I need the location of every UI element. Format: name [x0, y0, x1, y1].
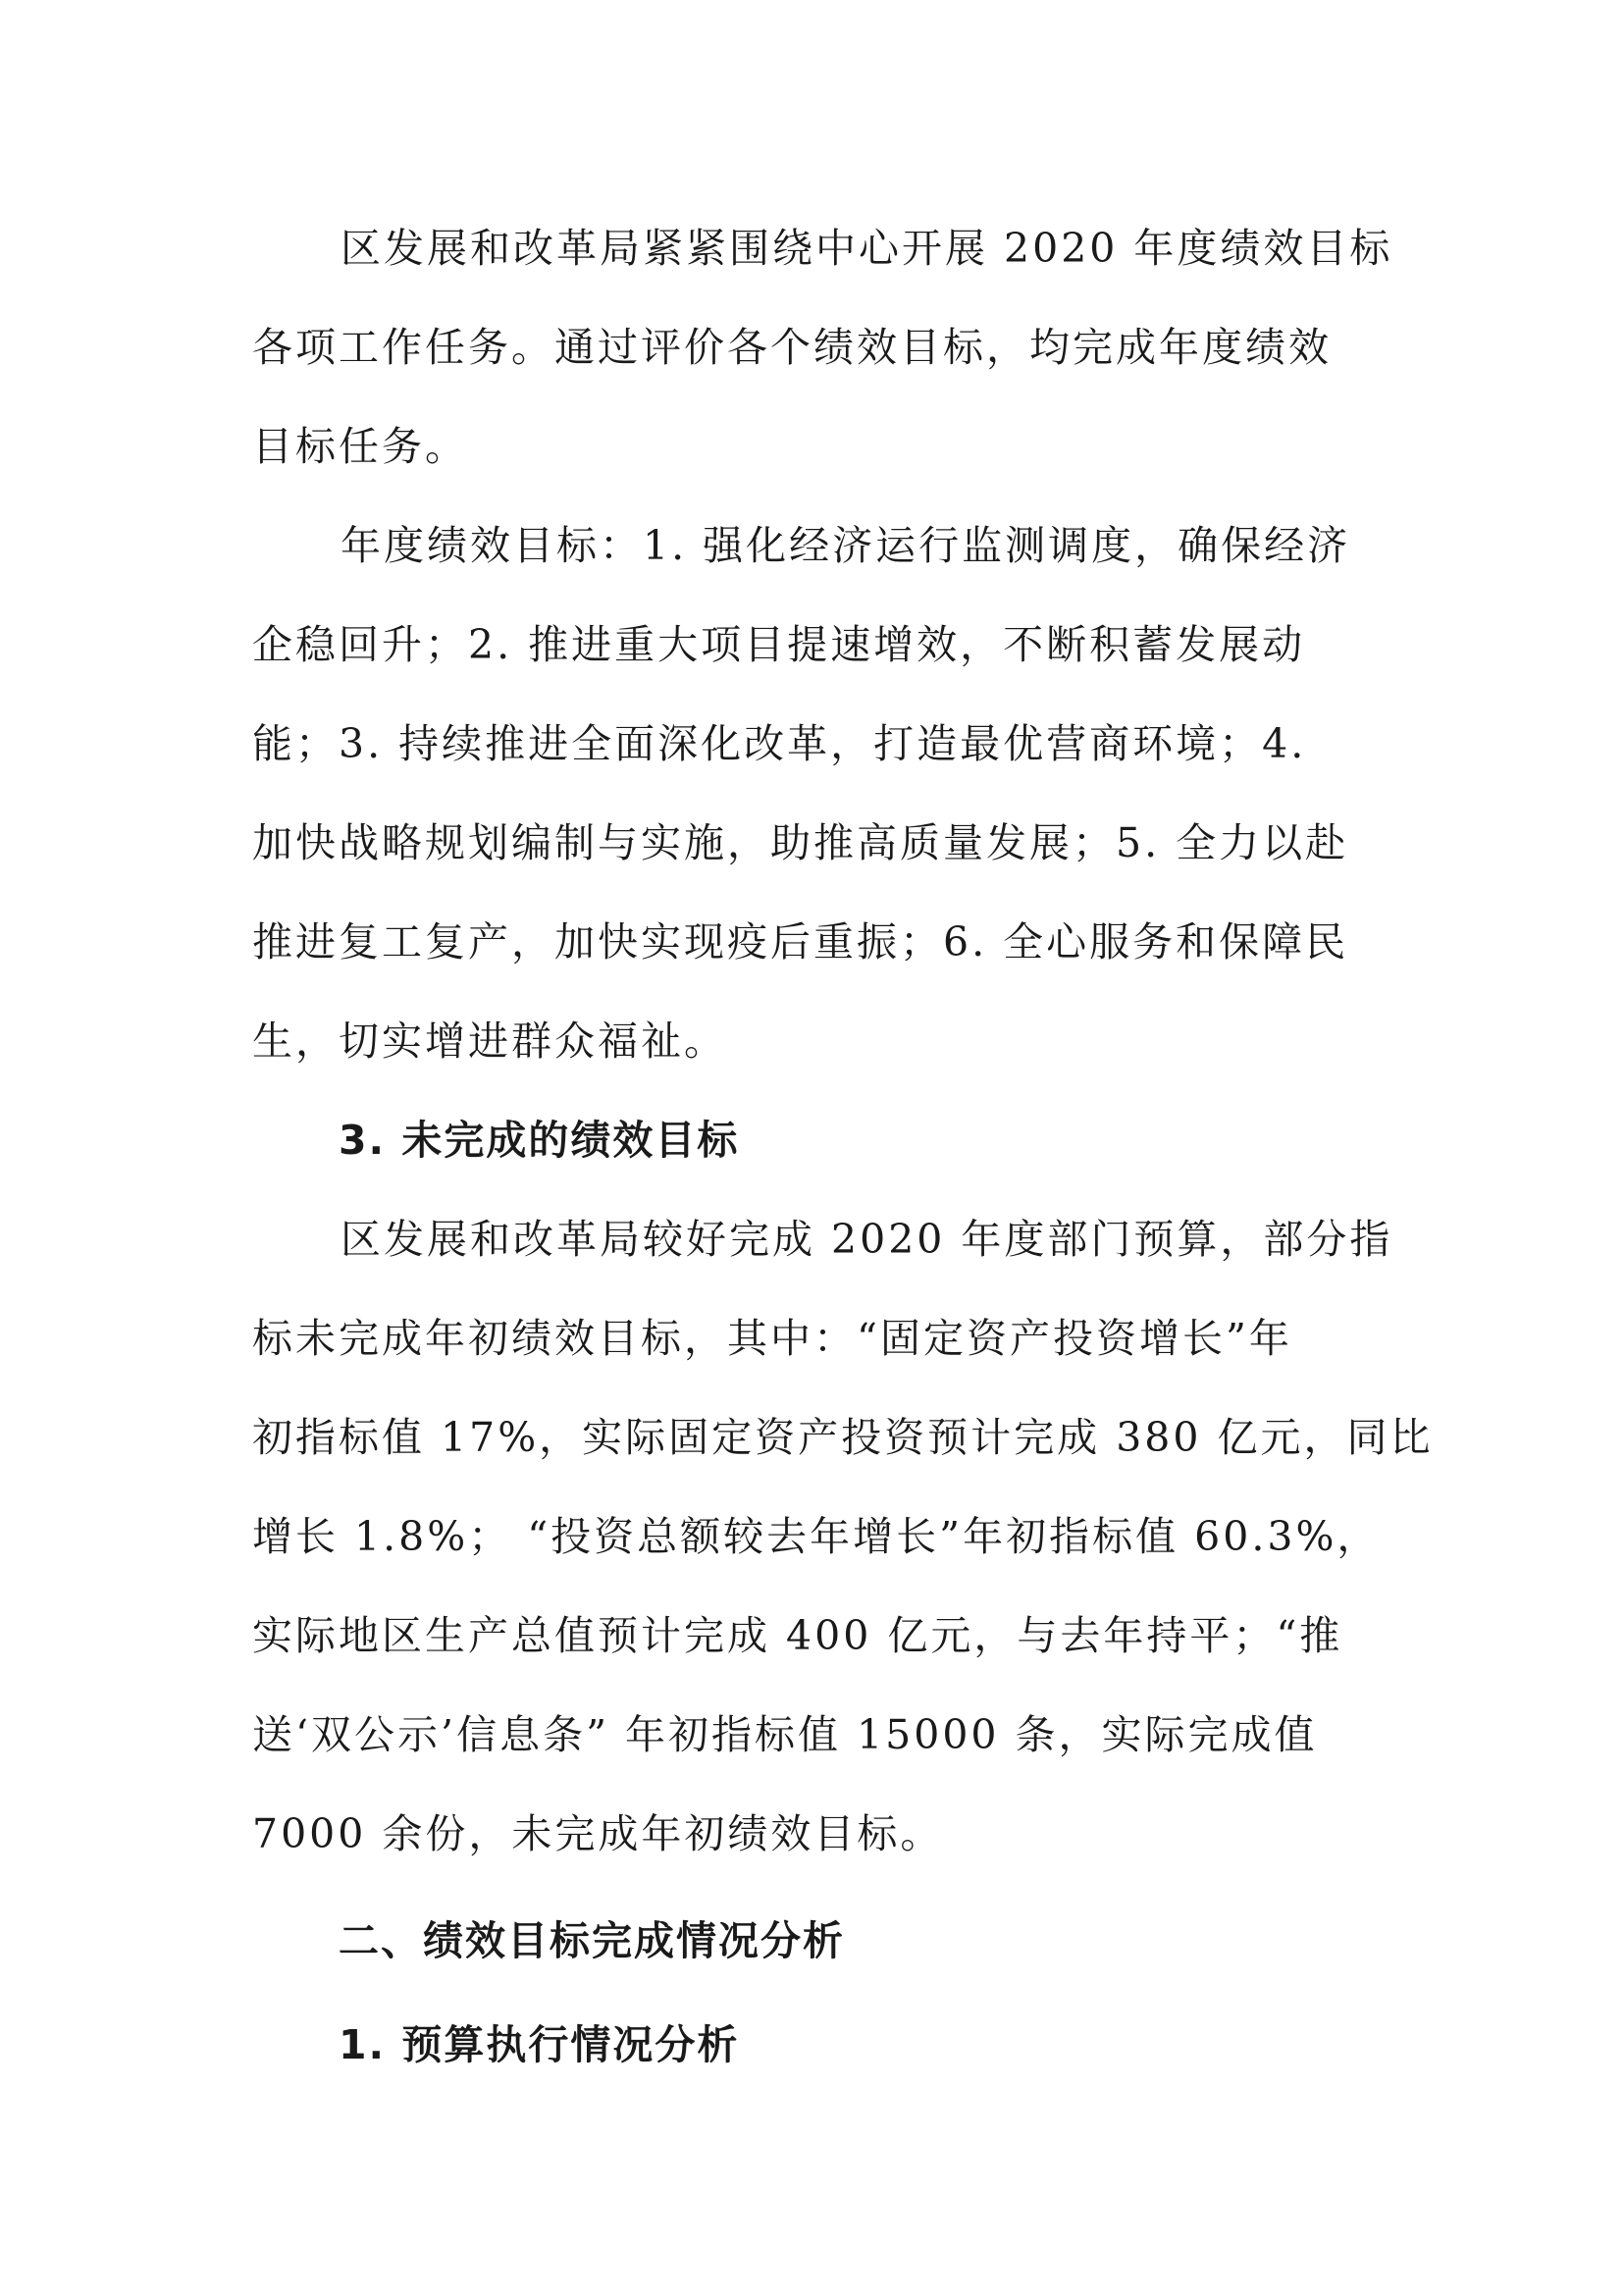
paragraph-line: 加快战略规划编制与实施，助推高质量发展；5. 全力以赴: [252, 819, 1349, 866]
section-heading: 3. 未完成的绩效目标: [339, 1117, 740, 1164]
paragraph-line: 送‘双公示’信息条” 年初指标值 15000 条，实际完成值: [252, 1711, 1318, 1758]
paragraph-line: 生，切实增进群众福祉。: [252, 1018, 727, 1065]
paragraph-line: 企稳回升；2. 推进重大项目提速增效，不断积蓄发展动: [252, 621, 1306, 668]
paragraph-line: 标未完成年初绩效目标，其中：“固定资产投资增长”年: [252, 1315, 1292, 1362]
paragraph-line: 增长 1.8%； “投资总额较去年增长”年初指标值 60.3%，: [252, 1513, 1381, 1560]
paragraph-line: 区发展和改革局较好完成 2020 年度部门预算，部分指: [341, 1216, 1393, 1263]
paragraph-line: 7000 余份，未完成年初绩效目标。: [252, 1810, 944, 1857]
paragraph-line: 区发展和改革局紧紧围绕中心开展 2020 年度绩效目标: [341, 225, 1393, 272]
paragraph-line: 推进复工复产，加快实现疫后重振；6. 全心服务和保障民: [252, 918, 1349, 965]
paragraph-line: 能；3. 持续推进全面深化改革，打造最优营商环境；4.: [252, 720, 1307, 767]
paragraph-line: 实际地区生产总值预计完成 400 亿元，与去年持平；“推: [252, 1612, 1343, 1659]
subsection-heading: 1. 预算执行情况分析: [339, 2021, 740, 2068]
paragraph-line: 目标任务。: [252, 423, 468, 470]
section-heading: 二、绩效目标完成情况分析: [339, 1917, 845, 1964]
paragraph-line: 年度绩效目标：1. 强化经济运行监测调度，确保经济: [341, 522, 1351, 569]
paragraph-line: 各项工作任务。通过评价各个绩效目标，均完成年度绩效: [252, 324, 1332, 371]
paragraph-line: 初指标值 17%，实际固定资产投资预计完成 380 亿元，同比: [252, 1414, 1434, 1461]
